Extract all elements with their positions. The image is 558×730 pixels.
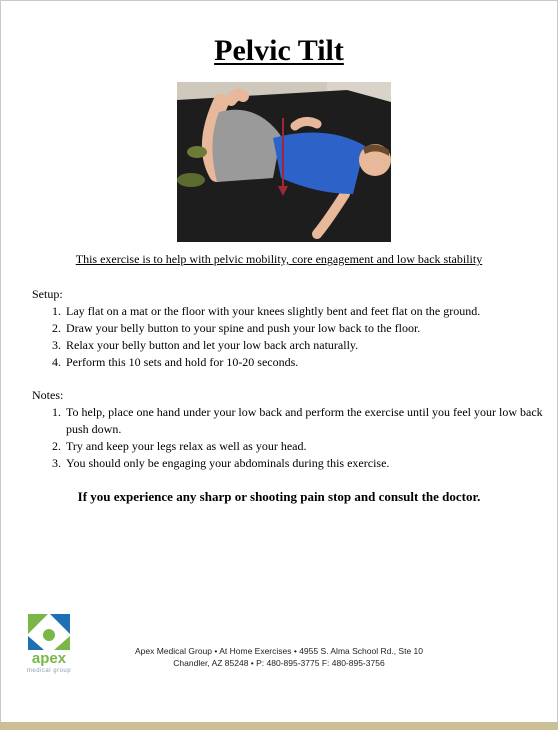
bottom-accent-bar bbox=[0, 722, 558, 730]
footer-line-1: Apex Medical Group • At Home Exercises • 4955 S. Alma School Rd., Ste 10 bbox=[134, 646, 423, 656]
note-item: 2. Try and keep your legs relax as well as your head. bbox=[64, 438, 558, 455]
notes-label: Notes: bbox=[32, 388, 64, 402]
intro-text: This exercise is to help with pelvic mobility, core engagement and low back stability bbox=[75, 252, 483, 266]
setup-steps bbox=[32, 303, 558, 371]
page-title: Pelvic Tilt bbox=[214, 34, 344, 67]
setup-label: Setup: bbox=[32, 287, 63, 301]
notes-list bbox=[32, 404, 558, 472]
note-item: 1. To help, place one hand under your low back and perform the exercise until you feel your low back push down. bbox=[64, 404, 558, 438]
exercise-photo bbox=[177, 82, 391, 242]
setup-step: 1. Lay flat on a mat or the floor with your knees slightly bent and feet flat on the ground. bbox=[64, 303, 558, 320]
warning-text: If you experience any sharp or shooting pain stop and consult the doctor. bbox=[77, 489, 481, 504]
logo-word: apex bbox=[31, 650, 67, 667]
note-item: 3. You should only be engaging your abdominals during this exercise. bbox=[64, 455, 558, 472]
setup-step: 2. Draw your belly button to your spine and push your low back to the floor. bbox=[64, 320, 558, 337]
footer-line-2: Chandler, AZ 85248 • P: 480-895-3775 F: 480-895-3756 bbox=[173, 658, 385, 668]
setup-step: 4. Perform this 10 sets and hold for 10-20 seconds. bbox=[64, 354, 558, 371]
setup-step: 3. Relax your belly button and let your low back arch naturally. bbox=[64, 337, 558, 354]
logo-subtext: medical group bbox=[26, 668, 72, 674]
